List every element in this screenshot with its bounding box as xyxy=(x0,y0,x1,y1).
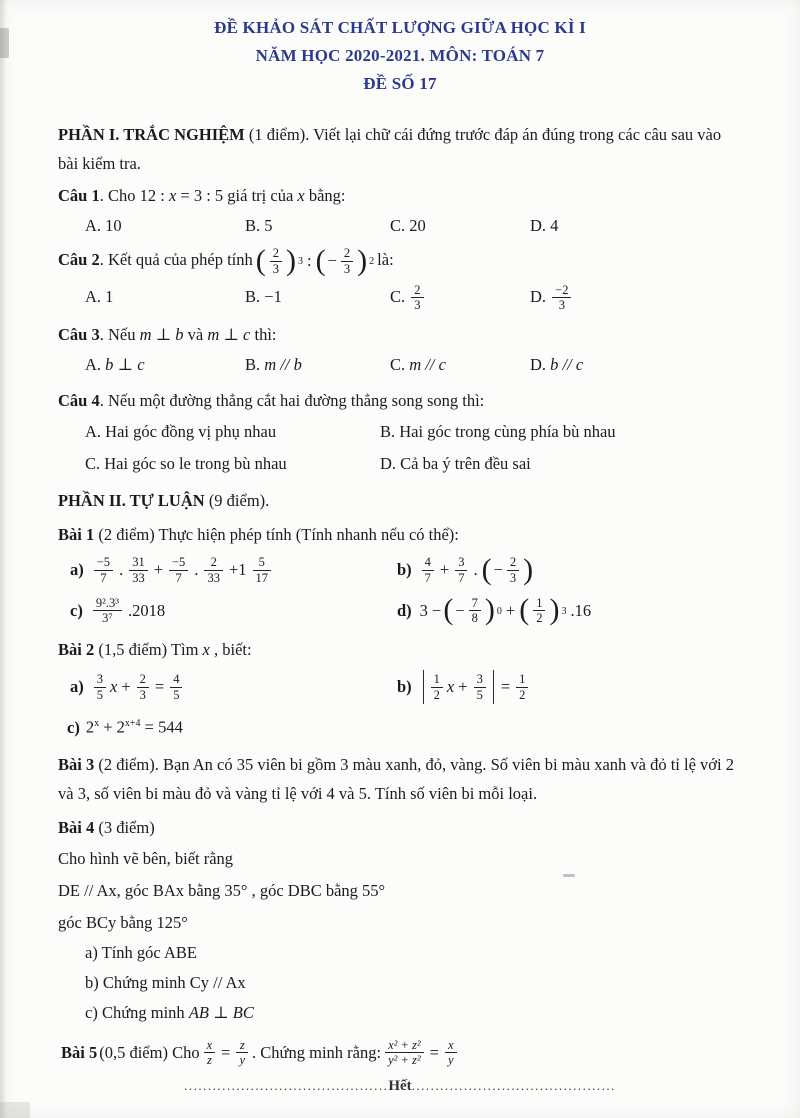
q3-option-a xyxy=(85,351,245,379)
bai1-part-b xyxy=(394,552,742,586)
part2-title: PHẦN II. TỰ LUẬN xyxy=(58,491,205,510)
sub-label: a) xyxy=(70,560,84,580)
minus-sign: − xyxy=(455,600,465,620)
fraction xyxy=(385,1038,424,1069)
q1-pre: . Cho xyxy=(99,186,140,205)
option-letter: C. xyxy=(390,355,406,374)
bai2-label: Bài 2 xyxy=(58,640,95,659)
q4-option-d xyxy=(380,449,742,479)
denominator: 3 xyxy=(272,261,280,276)
end-label: Hết xyxy=(388,1078,412,1094)
option-value: b ⊥ c xyxy=(105,355,145,374)
option-letter: B. xyxy=(380,422,396,441)
fraction xyxy=(204,1038,216,1069)
exam-header xyxy=(58,14,742,98)
expression xyxy=(70,672,184,703)
option-letter: D. xyxy=(530,286,547,306)
numerator: 1 xyxy=(431,672,443,688)
numerator: 3 xyxy=(474,672,486,688)
scan-edge-shadow xyxy=(0,0,7,1118)
scan-artifact-corner xyxy=(0,1102,30,1118)
paren-open: ( xyxy=(443,593,454,627)
denominator: y xyxy=(447,1053,454,1068)
bai4-heading xyxy=(58,814,742,842)
option-value: 1 xyxy=(105,286,114,306)
item-math: AB ⊥ BC xyxy=(188,1002,254,1022)
fraction xyxy=(445,1038,457,1069)
numerator: 1 xyxy=(533,596,545,612)
part1-title: PHẦN I. TRẮC NGHIỆM xyxy=(58,125,245,144)
paren-open: ( xyxy=(315,243,326,277)
option-letter: B. xyxy=(245,286,261,306)
fraction xyxy=(94,555,113,586)
fraction xyxy=(552,283,571,314)
denominator: 2 xyxy=(519,687,526,702)
operator: . xyxy=(119,560,124,580)
numerator: 2 xyxy=(137,672,149,688)
bai4-item-a xyxy=(58,938,742,968)
denominator: 2 xyxy=(433,687,440,702)
bai1-row2 xyxy=(58,593,742,627)
q1-var2: x xyxy=(297,186,305,205)
denominator: 8 xyxy=(471,611,478,626)
question-2 xyxy=(58,243,742,277)
bai2-heading xyxy=(58,636,742,664)
fraction xyxy=(204,555,223,586)
equals-sign: = xyxy=(429,1042,439,1062)
option-value: −1 xyxy=(264,286,282,306)
q4-option-c xyxy=(85,449,380,479)
option-value: 20 xyxy=(409,216,426,235)
abs-bar xyxy=(493,670,494,704)
fraction xyxy=(431,672,443,703)
equals-sign: = xyxy=(221,1042,231,1062)
q3-option-c xyxy=(390,351,530,379)
numerator: 3 xyxy=(94,672,106,688)
paren-open: ( xyxy=(481,552,492,586)
numerator: z xyxy=(236,1038,248,1054)
operator: . xyxy=(194,560,199,580)
dots-right: ........................................... xyxy=(411,1078,616,1093)
q4-option-b xyxy=(380,417,742,447)
q2-post: là: xyxy=(377,250,394,270)
bai1-part-d xyxy=(394,593,742,627)
operator: + xyxy=(458,677,468,696)
denominator: y² + z² xyxy=(388,1053,421,1068)
question-1 xyxy=(58,182,742,210)
denominator: 7 xyxy=(175,570,182,585)
bai4-rest: (3 điểm) xyxy=(94,817,155,837)
q2-pre: . Kết quả của phép tính xyxy=(99,250,253,270)
q1-math: 12 : xyxy=(139,186,169,205)
q1-options xyxy=(58,212,742,240)
bai1-label: Bài 1 xyxy=(58,525,95,544)
fraction xyxy=(93,596,122,627)
denominator: 3 xyxy=(509,570,517,585)
option-value: Hai góc so le trong bù nhau xyxy=(104,454,287,473)
exponent: 3 xyxy=(298,256,304,267)
equals-sign: = xyxy=(500,677,511,696)
exponent: x+4 xyxy=(124,718,141,729)
q3-mid: và xyxy=(183,325,208,344)
exam-title: ĐỀ KHẢO SÁT CHẤT LƯỢNG GIỮA HỌC KÌ I xyxy=(214,18,586,37)
term: + 2 xyxy=(103,717,125,737)
variable: x xyxy=(110,677,118,696)
fraction xyxy=(137,672,149,703)
denominator: 7 xyxy=(458,570,465,585)
fraction xyxy=(169,555,188,586)
option-value: m // b xyxy=(264,355,302,374)
fraction xyxy=(341,246,353,277)
numerator: 2 xyxy=(270,246,282,262)
exponent: 3 xyxy=(561,605,567,617)
q2-expression xyxy=(255,243,375,277)
question-4 xyxy=(58,387,742,415)
item-text: b) Chứng minh Cy // Ax xyxy=(85,972,246,992)
term: = 544 xyxy=(144,717,183,737)
q1-label: Câu 1 xyxy=(58,186,100,205)
denominator: 17 xyxy=(255,570,268,585)
fraction xyxy=(469,596,481,627)
option-value: Hai góc trong cùng phía bù nhau xyxy=(399,422,616,441)
option-letter: A. xyxy=(85,216,102,235)
numerator: 5 xyxy=(253,555,272,571)
item-text: c) Chứng minh xyxy=(85,1002,189,1022)
fraction xyxy=(507,555,519,586)
fraction xyxy=(236,1038,248,1069)
denominator: 3⁷ xyxy=(102,611,113,626)
bai5-pre: (0,5 điểm) Cho xyxy=(99,1042,200,1062)
part1-desc: (1 điểm). Viết lại chữ cái đứng trước đáp án đúng trong các câu sau vào bài kiểm tra. xyxy=(58,125,722,173)
fraction xyxy=(129,555,148,586)
bai4-label: Bài 4 xyxy=(58,817,95,837)
denominator: 5 xyxy=(173,687,180,702)
fraction xyxy=(253,555,272,586)
numerator: x² + z² xyxy=(385,1038,424,1054)
denominator: 3 xyxy=(558,298,565,313)
numerator: −5 xyxy=(94,555,113,571)
bai4-line1: Cho hình vẽ bên, biết rằng xyxy=(58,848,234,868)
q3-post: thì: xyxy=(250,325,277,344)
expression xyxy=(397,670,530,704)
sub-label: b) xyxy=(397,560,412,580)
option-letter: C. xyxy=(390,286,406,306)
option-value: Cả ba ý trên đều sai xyxy=(400,454,531,473)
dots-left: ........................................... xyxy=(184,1078,389,1093)
bai4-line3: góc BCy bằng 125° xyxy=(58,912,188,932)
q4-options-row2 xyxy=(58,449,742,479)
fraction xyxy=(422,555,434,586)
q2-options xyxy=(58,283,742,314)
option-value: 10 xyxy=(105,216,122,235)
numerator: x xyxy=(445,1038,457,1054)
sub-label: d) xyxy=(397,600,412,620)
scan-artifact-left xyxy=(0,28,9,58)
exponent: 2 xyxy=(369,256,375,267)
option-letter: B. xyxy=(245,216,261,235)
part1-heading xyxy=(58,120,742,178)
numerator: x xyxy=(204,1038,216,1054)
option-value: 4 xyxy=(550,216,559,235)
operator: + xyxy=(153,560,163,580)
bai1-row1 xyxy=(58,552,742,586)
denominator: 33 xyxy=(207,570,220,585)
numerator: −2 xyxy=(552,283,571,299)
question-3 xyxy=(58,321,742,349)
fraction xyxy=(94,672,106,703)
denominator: y xyxy=(239,1053,246,1068)
sub-label: c) xyxy=(67,717,80,737)
q2-option-c xyxy=(390,283,530,314)
bai2-var: x xyxy=(202,640,210,659)
option-letter: B. xyxy=(245,355,261,374)
bai2-post: , biết: xyxy=(209,640,252,659)
q3-option-d xyxy=(530,351,742,379)
q4-text: . Nếu một đường thẳng cắt hai đường thẳng song song thì: xyxy=(99,391,485,410)
denominator: 3 xyxy=(139,687,146,702)
exam-code: ĐỀ SỐ 17 xyxy=(363,74,437,93)
expression xyxy=(397,552,534,586)
item-text: a) Tính góc ABE xyxy=(85,942,197,962)
paren-close: ) xyxy=(549,593,560,627)
q2-option-a xyxy=(85,283,245,314)
exponent: 0 xyxy=(496,605,502,617)
bai3-text: (2 điểm). Bạn An có 35 viên bi gồm 3 màu xanh, đỏ, vàng. Số viên bi màu xanh và đỏ tỉ lệ với 2 và 3, số viên bi màu đỏ và vàng tỉ lệ với 4 và 5. Tính số viên bi mỗi loại. xyxy=(58,754,734,803)
option-letter: C. xyxy=(390,216,406,235)
bai5-label: Bài 5 xyxy=(61,1042,98,1062)
numerator: −5 xyxy=(169,555,188,571)
minus-sign: − xyxy=(493,560,503,580)
bai1-part-c xyxy=(58,596,394,627)
q1-option-b xyxy=(245,212,390,240)
numerator: 3 xyxy=(455,555,467,571)
operator: + xyxy=(505,600,516,620)
numerator: 4 xyxy=(422,555,434,571)
option-letter: A. xyxy=(85,286,102,306)
denominator: 2 xyxy=(536,611,543,626)
bai4-line2: DE // Ax, góc BAx bằng 35° , góc DBC bằng 55° xyxy=(58,880,386,900)
term: 2 xyxy=(85,717,95,737)
numerator: 4 xyxy=(170,672,182,688)
bai5-mid: . Chứng minh rằng: xyxy=(252,1042,382,1062)
paren-close: ) xyxy=(357,243,368,277)
numerator: 1 xyxy=(516,672,528,688)
q3-label: Câu 3 xyxy=(58,325,100,344)
operator: + xyxy=(439,560,450,580)
bai4-item-b xyxy=(58,968,742,998)
fraction xyxy=(270,246,282,277)
q1-mid: giá trị của xyxy=(223,186,298,205)
q1-var: x xyxy=(168,186,177,205)
q3-math2: m ⊥ c xyxy=(207,325,251,344)
bai2-part-c xyxy=(58,710,742,742)
q3-option-b xyxy=(245,351,390,379)
expression xyxy=(397,593,593,627)
q3-math1: m ⊥ b xyxy=(139,325,184,344)
q1-option-a xyxy=(85,212,245,240)
expression xyxy=(70,596,167,627)
option-letter: D. xyxy=(380,454,397,473)
numerator: 31 xyxy=(129,555,148,571)
option-letter: A. xyxy=(85,422,102,441)
option-value: b // c xyxy=(550,355,584,374)
q1-option-c xyxy=(390,212,530,240)
expression xyxy=(70,555,273,586)
denominator: 7 xyxy=(424,570,431,585)
sub-label: b) xyxy=(397,677,412,696)
q4-label: Câu 4 xyxy=(58,391,100,410)
bai2-part-b xyxy=(394,670,742,704)
footer-end-line xyxy=(0,1078,800,1095)
paren-close: ) xyxy=(286,243,297,277)
denominator: 5 xyxy=(96,687,103,702)
bai4-item-c xyxy=(58,998,742,1028)
denominator: 5 xyxy=(476,687,483,702)
numerator: 2 xyxy=(411,283,423,299)
denominator: 7 xyxy=(100,570,107,585)
bai3-paragraph xyxy=(58,750,742,808)
exponent: x xyxy=(94,718,100,729)
bai1-heading xyxy=(58,521,742,549)
q3-pre: . Nếu xyxy=(99,325,140,344)
fraction xyxy=(516,672,528,703)
denominator: z xyxy=(206,1053,212,1068)
q2-label: Câu 2 xyxy=(58,250,100,270)
bai3-label: Bài 3 xyxy=(58,754,95,774)
operator: .2018 xyxy=(127,600,166,620)
equals-sign: = xyxy=(154,677,165,696)
q4-options-row1 xyxy=(58,417,742,447)
q1-math2: = 3 : 5 xyxy=(176,186,224,205)
operator: + xyxy=(121,677,131,696)
denominator: 3 xyxy=(343,261,351,276)
paren-open: ( xyxy=(519,593,530,627)
part2-rest: (9 điểm). xyxy=(204,491,270,510)
abs-bar xyxy=(423,670,424,704)
bai2-pre: (1,5 điểm) Tìm xyxy=(94,640,203,659)
denominator: 33 xyxy=(132,570,145,585)
divide-colon: : xyxy=(307,251,312,271)
option-value: Hai góc đồng vị phụ nhau xyxy=(105,422,277,441)
option-letter: C. xyxy=(85,454,101,473)
stray-mark xyxy=(563,874,575,877)
paren-close: ) xyxy=(484,593,495,627)
term: 3 − xyxy=(419,600,442,620)
q1-option-d xyxy=(530,212,742,240)
operator: +1 xyxy=(228,560,247,580)
option-value: 5 xyxy=(264,216,273,235)
bai1-rest: (2 điểm) Thực hiện phép tính (Tính nhanh nếu có thể): xyxy=(94,525,459,544)
fraction xyxy=(474,672,486,703)
numerator: 2 xyxy=(204,555,223,571)
numerator: 2 xyxy=(341,246,353,262)
q3-options xyxy=(58,351,742,379)
operator: . xyxy=(473,560,478,580)
fraction xyxy=(455,555,467,586)
bai5-line xyxy=(58,1038,742,1069)
paren-close: ) xyxy=(523,552,534,586)
sub-label: c) xyxy=(70,600,83,620)
bai1-part-a xyxy=(58,555,394,586)
option-letter: A. xyxy=(85,355,102,374)
sub-label: a) xyxy=(70,677,84,696)
numerator: 7 xyxy=(469,596,481,612)
bai2-row1 xyxy=(58,670,742,704)
exam-subtitle: NĂM HỌC 2020-2021. MÔN: TOÁN 7 xyxy=(255,46,545,65)
fraction xyxy=(533,596,545,627)
minus-sign: − xyxy=(327,251,337,271)
numerator: 9².3³ xyxy=(93,596,122,612)
denominator: 3 xyxy=(414,298,421,313)
variable: x xyxy=(446,677,455,696)
numerator: 2 xyxy=(507,555,519,571)
expression xyxy=(61,1038,459,1069)
bai2-part-a xyxy=(58,672,394,703)
q2-option-d xyxy=(530,283,742,314)
q1-post: bằng: xyxy=(304,186,346,205)
option-letter: D. xyxy=(530,355,547,374)
option-value: m // c xyxy=(409,355,446,374)
operator: .16 xyxy=(570,600,592,620)
q4-option-a xyxy=(85,417,380,447)
paren-open: ( xyxy=(255,243,266,277)
part2-heading xyxy=(58,487,742,515)
q2-option-b xyxy=(245,283,390,314)
fraction xyxy=(170,672,182,703)
option-letter: D. xyxy=(530,216,547,235)
fraction xyxy=(411,283,423,314)
